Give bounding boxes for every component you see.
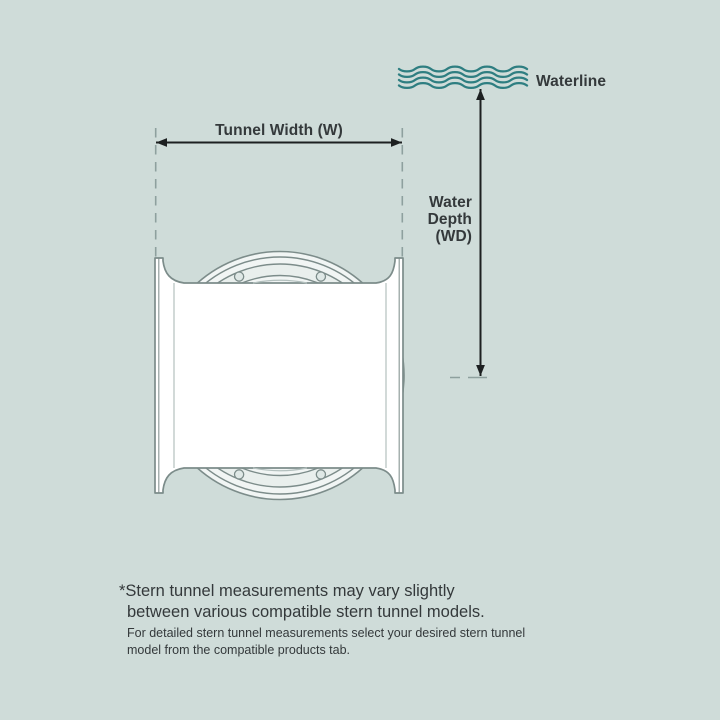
waterline-label: Waterline: [536, 73, 607, 90]
water-depth-label-line: (WD): [435, 228, 472, 245]
footnote-main: [119, 581, 485, 623]
water-depth-label-line: Water: [429, 194, 472, 211]
water-depth-label-line: Depth: [427, 211, 472, 228]
footnote-main-line1: *Stern tunnel measurements may vary slightly: [119, 582, 455, 600]
footnote-detail-line1: For detailed stern tunnel measurements select your desired stern tunnel: [127, 626, 526, 640]
water-depth-label: [372, 194, 472, 245]
footnote-main-line2: between various compatible stern tunnel models.: [127, 603, 485, 621]
tunnel-body: [155, 258, 403, 493]
width-guide-lines: [156, 128, 403, 257]
waterline-waves-icon: [399, 67, 527, 88]
bolt-hole: [235, 272, 244, 281]
bolt-hole: [235, 470, 244, 479]
bolt-hole: [316, 272, 325, 281]
tunnel-width-label: Tunnel Width (W): [215, 122, 343, 139]
footnote-detail: [127, 625, 525, 659]
footnote-detail-line2: model from the compatible products tab.: [127, 643, 351, 657]
bolt-hole: [316, 470, 325, 479]
stern-tunnel-drawing: [155, 252, 404, 500]
